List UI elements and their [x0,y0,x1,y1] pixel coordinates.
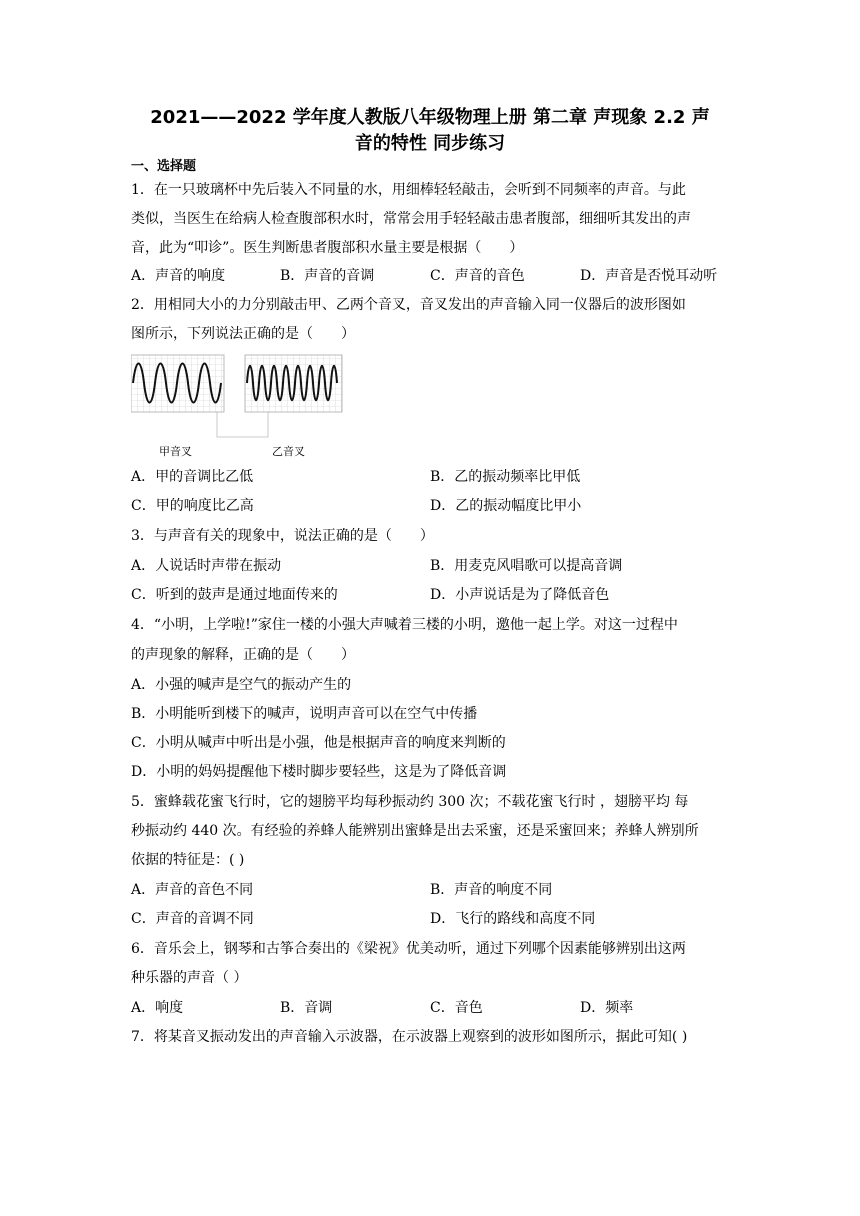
waveform-panel-jia [131,355,224,412]
question-5-line-3: 依据的特征是：( ) [131,852,245,868]
question-5-line-1: 5．蜜蜂载花蜜飞行时，它的翅膀平均每秒振动约 300 次；不载花蜜飞行时 ，翅膀平均 每 [131,794,689,810]
waveform-panel-yi [245,355,342,412]
figure-label-yi: 乙音叉 [272,445,305,458]
document-title [120,105,740,157]
question-5-option-c: C．声音的音调不同 [131,911,254,927]
question-5-option-d: D．飞行的路线和高度不同 [430,911,596,927]
question-5-option-b: B．声音的响度不同 [430,882,553,898]
question-1-option-d: D．声音是否悦耳动听 [580,268,718,284]
question-6-option-c: C．音色 [430,1000,483,1016]
question-6-option-b: B．音调 [280,1000,333,1016]
question-1-option-c: C．声音的音色 [430,268,525,284]
question-6-option-a: A．响度 [131,1000,184,1016]
question-2-option-c: C．甲的响度比乙高 [131,498,254,514]
question-3-option-b: B．用麦克风唱歌可以提高音调 [430,558,623,574]
question-7-line-1: 7．将某音叉振动发出的声音输入示波器，在示波器上观察到的波形如图所示，据此可知( ) [131,1029,688,1045]
question-6-line-1: 6．音乐会上，钢琴和古筝合奏出的《梁祝》优美动听，通过下列哪个因素能够辨别出这两 [131,941,686,957]
section-heading: 一、选择题 [131,159,197,174]
question-3-line-1: 3．与声音有关的现象中，说法正确的是（ ） [131,528,434,544]
question-2-option-a: A．甲的音调比乙低 [131,469,254,485]
question-1-line-3: 音，此为“叩诊”。医生判断患者腹部积水量主要是根据（ ） [131,240,524,256]
title-line-1: 2021——2022 学年度人教版八年级物理上册 第二章 声现象 2.2 声 [150,107,710,128]
question-4-option-b: B．小明能听到楼下的喊声，说明声音可以在空气中传播 [131,706,478,722]
question-4-line-1: 4．“小明，上学啦!”家住一楼的小强大声喊着三楼的小明，邀他一起上学。对这一过程中 [131,617,678,633]
question-1-option-b: B．声音的音调 [280,268,375,284]
question-1-line-1: 1．在一只玻璃杯中先后装入不同量的水，用细棒轻轻敲击，会听到不同频率的声音。与此 [131,182,686,198]
question-2-line-1: 2．用相同大小的力分别敲击甲、乙两个音叉，音叉发出的声音输入同一仪器后的波形图如 [131,297,686,313]
question-2-line-2: 图所示，下列说法正确的是（ ） [131,326,355,342]
question-4-option-a: A．小强的喊声是空气的振动产生的 [131,677,352,693]
question-2-option-b: B．乙的振动频率比甲低 [430,469,581,485]
question-4-line-2: 的声现象的解释，正确的是（ ） [131,647,355,663]
question-5-line-2: 秒振动约 440 次。有经验的养蜂人能辨别出蜜蜂是出去采蜜，还是采蜜回来；养蜂人辨别所 [131,823,699,839]
question-4-option-d: D．小明的妈妈提醒他下楼时脚步要轻些，这是为了降低音调 [131,764,507,780]
question-5-option-a: A．声音的音色不同 [131,882,254,898]
question-1-line-2: 类似，当医生在给病人检查腹部积水时，常常会用手轻轻敲击患者腹部，细细听其发出的声 [131,211,691,227]
title-line-2: 音的特性 同步练习 [354,133,506,154]
figure-label-jia: 甲音叉 [159,445,192,458]
question-6-option-d: D．频率 [580,1000,634,1016]
question-2-option-d: D．乙的振动幅度比甲小 [430,498,582,514]
question-1-option-a: A．声音的响度 [131,268,226,284]
question-6-line-2: 种乐器的声音（ ） [131,970,248,986]
question-3-option-c: C．听到的鼓声是通过地面传来的 [131,587,338,603]
question-3-option-d: D．小声说话是为了降低音色 [430,587,610,603]
figure-bracket [217,412,268,437]
question-3-option-a: A．人说话时声带在振动 [131,558,282,574]
question-4-option-c: C．小明从喊声中听出是小强，他是根据声音的响度来判断的 [131,735,506,751]
